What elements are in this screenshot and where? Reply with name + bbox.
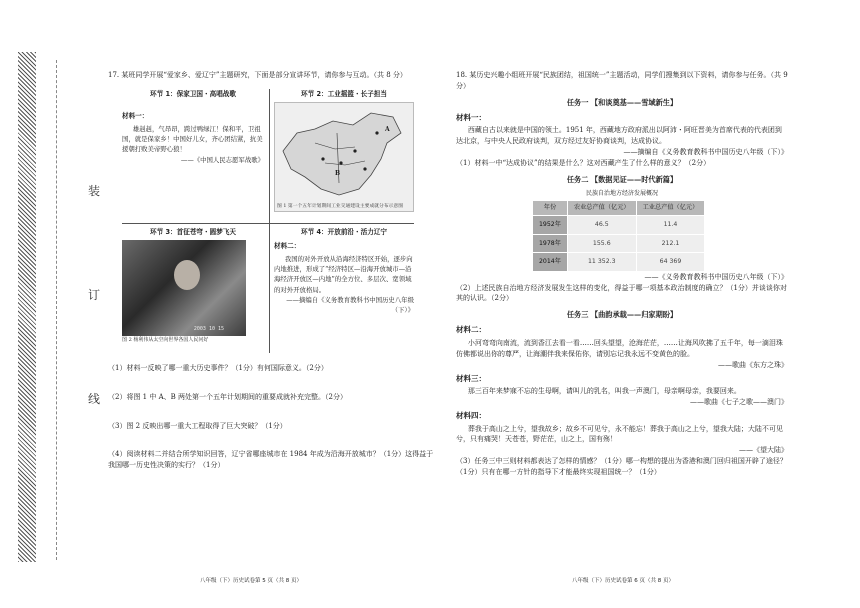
- question-18-stem: 18. 某历史兴趣小组班开展“民族团结，祖国统一”主题活动，同学们搜集到以下资料，请你参与任务。（共 9 分）: [456, 71, 788, 90]
- material-2-text: 我国的对外开放从沿海经济特区开始，逐步向内地推进，形成了“经济特区—沿海开放城市—沿海经济开放区—内地”的全方位、多层次、宽领域的对外开放格局。: [274, 254, 413, 294]
- material-2-label: 材料二：: [274, 242, 301, 251]
- task-3-heading: 任务三 【曲韵承载——归家期盼】: [566, 310, 678, 320]
- table-title: 民族自治地方经济发展概况: [585, 190, 658, 197]
- r-material-3-label: 材料三：: [456, 373, 486, 383]
- table-cell-agri: 46.5: [567, 215, 636, 234]
- binding-char-zhuang: 装: [88, 184, 101, 198]
- binding-margin-pattern: [18, 52, 36, 562]
- table-header-row: [533, 201, 705, 216]
- q17-sub-1: （1）材料一反映了哪一重大历史事件？（1分）有何国际意义。（2分）: [108, 363, 328, 372]
- astronaut-face: [174, 260, 200, 290]
- table-cell-year: 1952年: [533, 215, 568, 234]
- q18-sub-1: （1）材料一中“达成协议”的结果是什么？这对西藏产生了什么样的意义？（2分）: [456, 159, 711, 167]
- question-17-stem: 17. 某班同学开展“爱家乡、爱辽宁”主题研究，下面是部分宣讲环节，请你参与互动。（共 8 分）: [108, 71, 407, 79]
- table-cell-industry: 64 369: [636, 253, 705, 272]
- task-1-heading: 任务一 【和谈奠基——雪域新生】: [566, 97, 678, 107]
- q18-sub-2: （2）上述民族自治地方经济发展发生这样的变化，得益于哪一项基本政治制度的确立？（1分）并谈谈你对其的认识。（2分）: [456, 283, 787, 303]
- material-1-label: 材料一：: [122, 112, 149, 121]
- segment-2-title: 环节 2：工业摇篮・长子担当: [300, 89, 387, 98]
- binding-char-ding: 订: [88, 288, 101, 302]
- grid-horizontal-divider: [122, 223, 414, 224]
- r-material-4-label: 材料四：: [456, 410, 486, 420]
- r-material-2-source: ——歌曲《东方之珠》: [718, 360, 788, 369]
- economy-stats-table: [532, 200, 705, 271]
- table-cell-industry: 212.1: [636, 234, 705, 253]
- map-marker-b: B: [335, 170, 341, 178]
- q17-sub-4: （4）阅读材料二并结合所学知识回答，辽宁省哪座城市在 1984 年成为沿海开放城市？（1分）这得益于我国哪一历史性决策的实行？（1分）: [108, 450, 434, 470]
- r-material-3-source: ——歌曲《七子之歌——澳门》: [690, 398, 788, 407]
- cell-segment-1: [122, 89, 264, 219]
- table-header-year: 年份: [533, 201, 568, 216]
- right-page: [456, 70, 788, 478]
- cell-segment-2: [274, 89, 414, 219]
- q17-sub-2: （2）将图 1 中 A、B 两处第一个五年计划期间的重要成就补充完整。（2分）: [108, 392, 347, 401]
- r-material-2-label: 材料二：: [456, 325, 486, 335]
- r-material-1-source: ——摘编自《义务教育教科书中国历史八年级（下）》: [623, 148, 788, 157]
- table-cell-agri: 11 352.3: [567, 253, 636, 272]
- task-2-heading: 任务二 【数据见证——时代新篇】: [566, 174, 678, 184]
- q17-material-grid: [122, 89, 414, 353]
- table-cell-year: 1978年: [533, 234, 568, 253]
- q18-sub-3: （3）任务三中三则材料都表达了怎样的情感？（1分）哪一构想的提出为香港和澳门回归祖国开辟了途径？（1分）只有在哪一方针的指导下才能最终实现祖国统一？（1分）: [456, 457, 787, 476]
- binding-dashed-line: [56, 60, 57, 560]
- table-cell-agri: 155.6: [567, 234, 636, 253]
- table-row: [533, 234, 705, 253]
- photo-date-stamp: 2003 10 15: [193, 326, 224, 333]
- table-row: [533, 253, 705, 272]
- grid-vertical-divider: [269, 89, 270, 353]
- material-1-text: 雄赳赳，气昂昂，跨过鸭绿江！保和平，卫祖国，就是保家乡！中国好儿女，齐心团结紧，抗美援朝打败美帝野心狼！: [122, 124, 263, 154]
- industry-map-figure: [274, 102, 414, 212]
- table-cell-year: 2014年: [533, 253, 568, 272]
- r-material-3-text: 那三百年来梦寐不忘的生母啊，请叫儿的乳名，叫我一声澳门，母亲啊母亲，我要回来。: [467, 387, 741, 396]
- r-material-2-text: 小河弯弯向南流，流到香江去看一看……回头望望，沧海茫茫，……让海风吹拂了五千年，每一滴泪珠仿佛都说出你的尊严，让海潮伴我来保佑你，请别忘记我永远不变黄色的脸。: [456, 339, 783, 358]
- astronaut-photo: [122, 240, 246, 336]
- table-row: [533, 215, 705, 234]
- r-material-4-text: 葬我于高山之上兮，望我故乡；故乡不可见兮，永不能忘！葬我于高山之上兮，望我大陆；大陆不可见兮，只有痛哭！天苍苍，野茫茫，山之上，国有殇！: [456, 424, 783, 444]
- table-header-industry: 工业总产值（亿元）: [636, 201, 705, 216]
- q17-sub-3: （3）图 2 反映出哪一重大工程取得了巨大突破？（1分）: [108, 421, 287, 430]
- r-material-4-source: ——《望大陆》: [739, 446, 788, 455]
- table-header-agri: 农业总产值（亿元）: [567, 201, 636, 216]
- material-2-source: ——摘编自《义务教育教科书中国历史八年级（下）》: [286, 295, 414, 315]
- r-material-1-label: 材料一：: [456, 112, 486, 122]
- china-map-icon: [275, 103, 413, 211]
- figure-1-caption: 图 1 第一个五年计划期间工业交通建设主要成就分布示意图: [277, 203, 404, 209]
- r-material-1-text: 西藏自古以来就是中国的领土。1951 年，西藏地方政府派出以阿沛・阿旺晋美为首席代表的代表团到达北京，与中央人民政府谈判，双方经过友好协商谈判，达成协议。: [456, 126, 782, 146]
- table-source: ——《义务教育教科书中国历史八年级（下）》: [644, 272, 788, 281]
- left-page: [108, 70, 440, 471]
- map-marker-a: A: [385, 126, 390, 134]
- left-page-footer: 八年级（下）历史试卷第 5 页（共 8 页）: [200, 578, 302, 584]
- cell-segment-3: [122, 227, 264, 353]
- segment-3-title: 环节 3：首征苍穹・圆梦飞天: [149, 227, 236, 236]
- table-cell-industry: 11.4: [636, 215, 705, 234]
- binding-char-xian: 线: [88, 392, 101, 406]
- segment-4-title: 环节 4：开放前沿・活力辽宁: [300, 227, 387, 236]
- material-1-source: ——《中国人民志愿军战歌》: [180, 155, 264, 164]
- segment-1-title: 环节 1：保家卫国・高唱战歌: [149, 89, 236, 98]
- cell-segment-4: [274, 227, 414, 353]
- figure-2-caption: 图 2 杨利伟从太空向世界各国人民问好: [122, 337, 209, 344]
- right-page-footer: 八年级（下）历史试卷第 6 页（共 8 页）: [572, 578, 674, 584]
